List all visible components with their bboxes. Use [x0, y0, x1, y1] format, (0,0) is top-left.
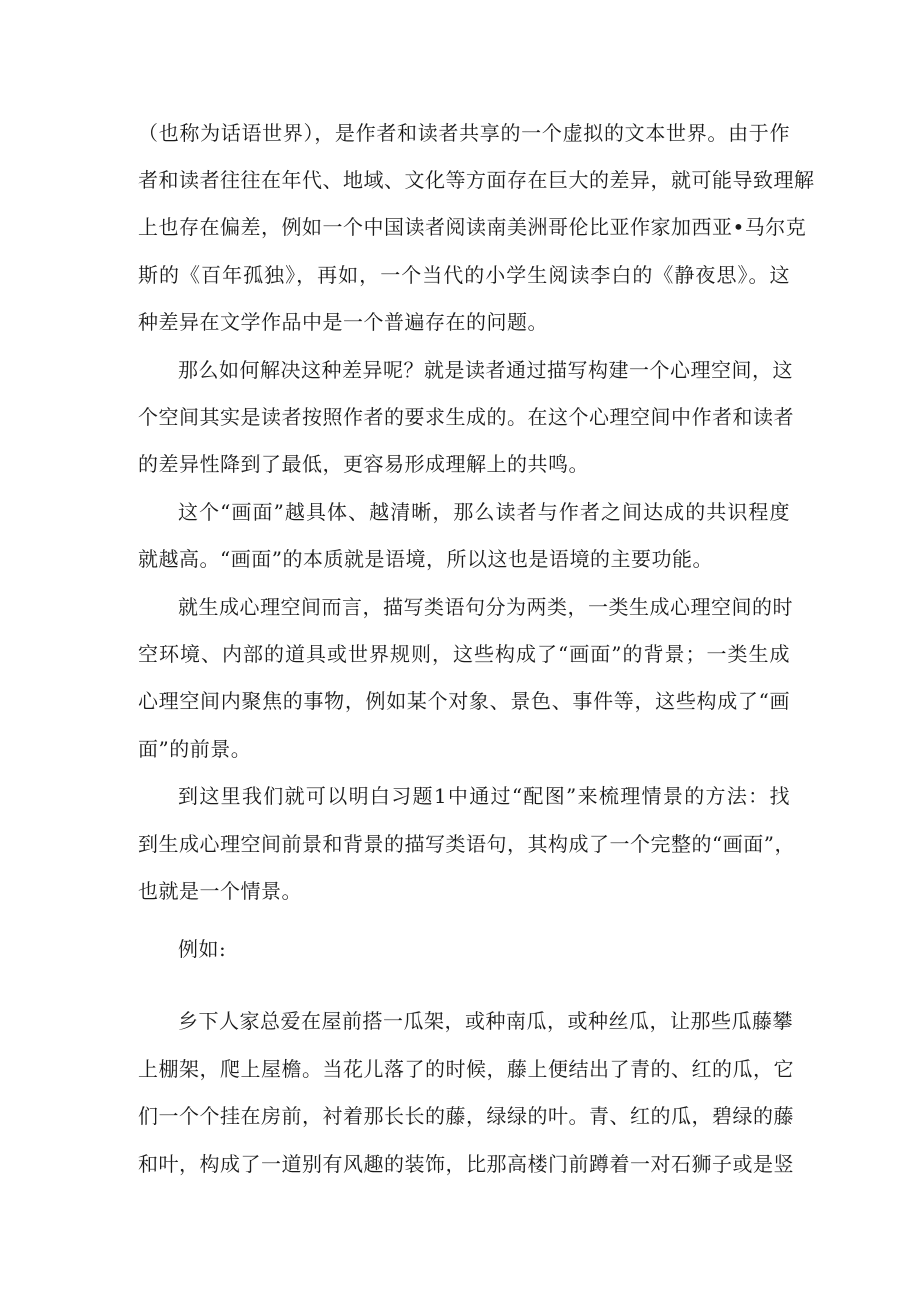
text-line: 们一个个挂在房前，衬着那长长的藤，绿绿的叶。青、红的瓜，碧绿的藤 [138, 1104, 794, 1128]
text-line: 上也存在偏差，例如一个中国读者阅读南美洲哥伦比亚作家加西亚•马尔克 [138, 215, 807, 239]
text-line: 面”的前景。 [138, 737, 252, 761]
text-line: 者和读者往往在年代、地域、文化等方面存在巨大的差异，就可能导致理解 [138, 168, 815, 192]
text-line: 心理空间内聚焦的事物，例如某个对象、景色、事件等，这些构成了“画 [138, 689, 790, 713]
text-line: 斯的《百年孤独》，再如，一个当代的小学生阅读李白的《静夜思》。这 [138, 263, 790, 287]
text-line: 种差异在文学作品中是一个普遍存在的问题。 [138, 310, 548, 334]
paragraph-first-line: 到这里我们就可以明白习题1中通过“配图”来梳理情景的方法：找 [178, 784, 790, 808]
text-line: 空环境、内部的道具或世界规则，这些构成了“画面”的背景；一类生成 [138, 642, 790, 666]
text-line: 就越高。“画面”的本质就是语境，所以这也是语境的主要功能。 [138, 547, 713, 571]
text-line: 上棚架，爬上屋檐。当花儿落了的时候，藤上便结出了青的、红的瓜，它 [138, 1057, 794, 1081]
paragraph-first-line: 这个“画面”越具体、越清晰，那么读者与作者之间达成的共识程度 [178, 500, 790, 524]
text-line: 到生成心理空间前景和背景的描写类语句，其构成了一个完整的“画面”， [138, 832, 795, 856]
text-line: 个空间其实是读者按照作者的要求生成的。在这个心理空间中作者和读者 [138, 405, 794, 429]
text-line: 和叶，构成了一道别有风趣的装饰，比那高楼门前蹲着一对石狮子或是竖 [138, 1152, 794, 1176]
paragraph-first-line: 就生成心理空间而言，描写类语句分为两类，一类生成心理空间的时 [178, 595, 793, 619]
paragraph-first-line: 例如: [178, 937, 227, 961]
text-line: 也就是一个情景。 [138, 879, 302, 903]
text-line: （也称为话语世界），是作者和读者共享的一个虚拟的文本世界。由于作 [138, 121, 790, 145]
text-line: 的差异性降到了最低，更容易形成理解上的共鸣。 [138, 452, 589, 476]
paragraph-first-line: 乡下人家总爱在屋前搭一瓜架，或种南瓜，或种丝瓜，让那些瓜藤攀 [178, 1009, 793, 1033]
paragraph-first-line: 那么如何解决这种差异呢？就是读者通过描写构建一个心理空间，这 [178, 358, 793, 382]
